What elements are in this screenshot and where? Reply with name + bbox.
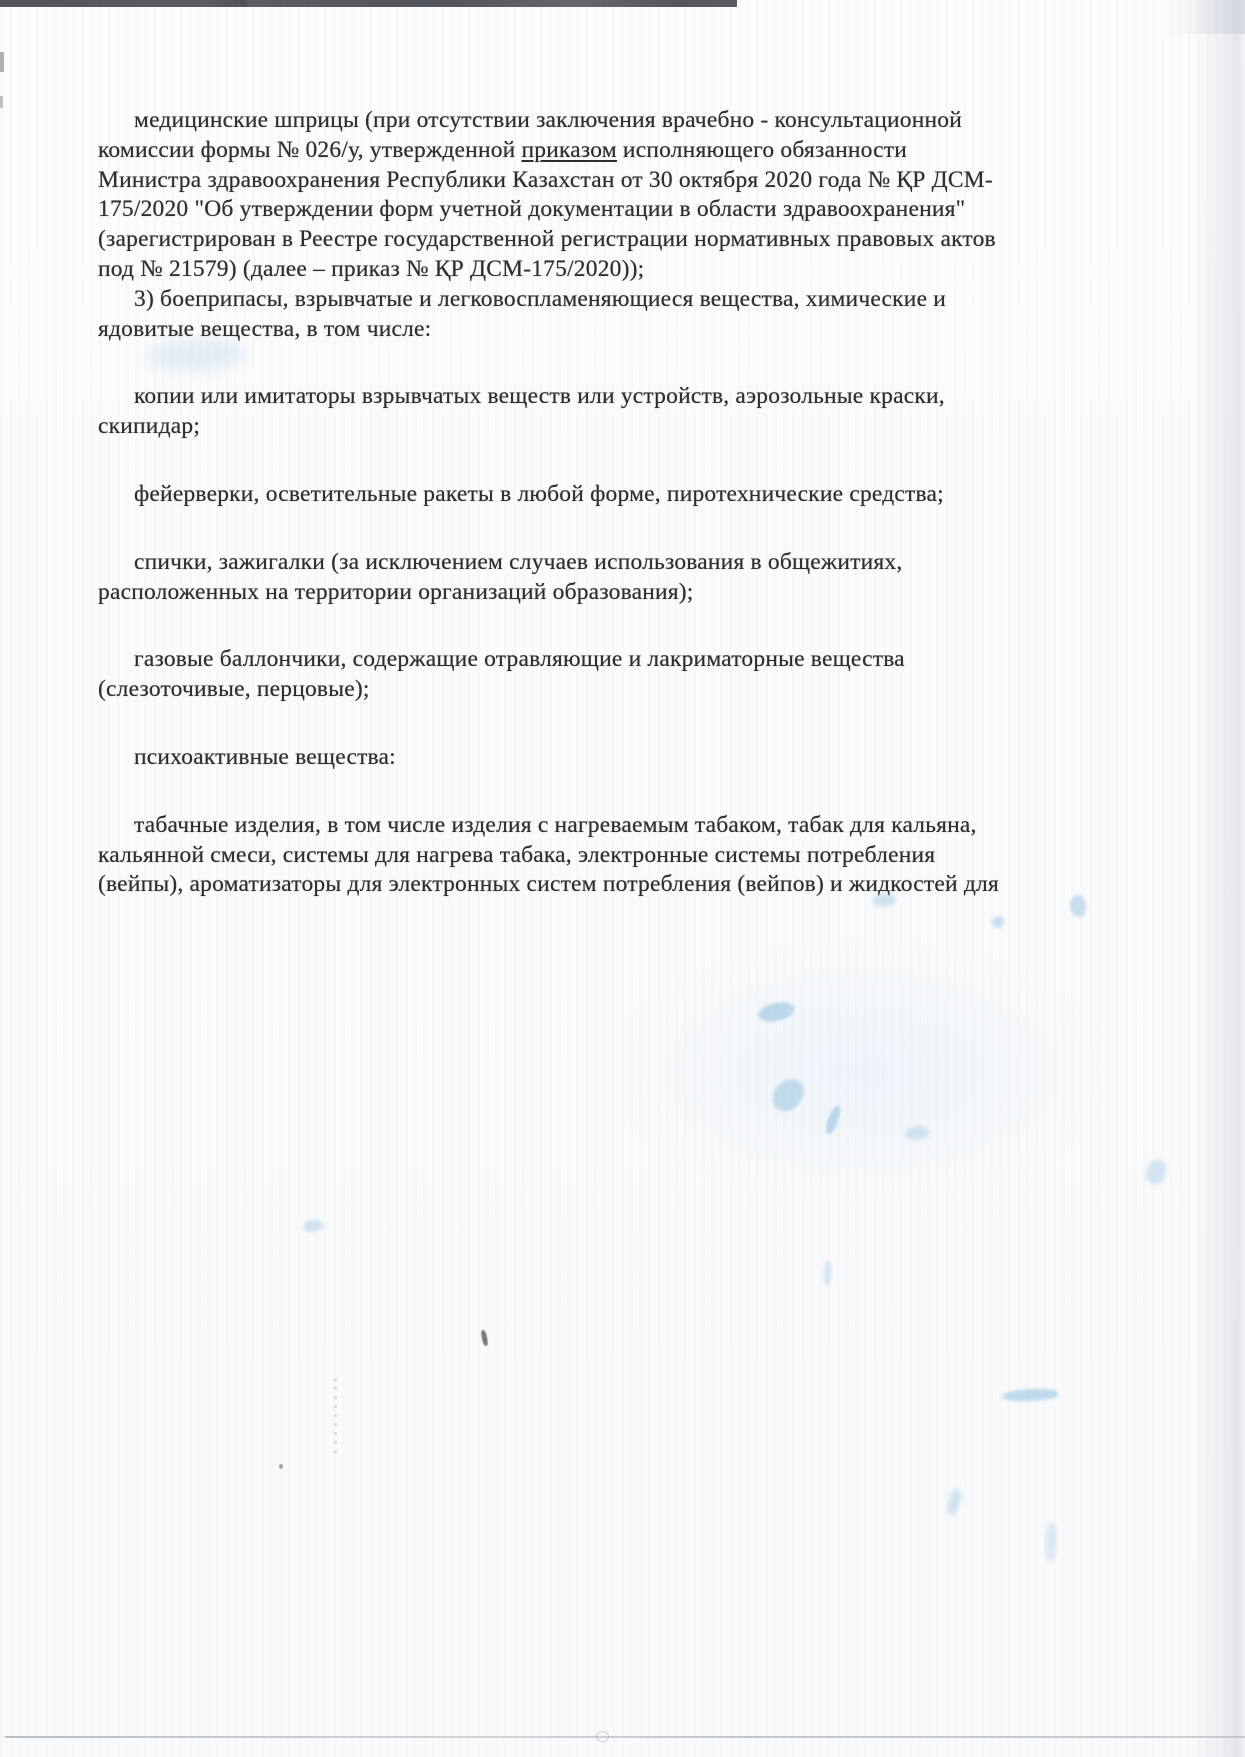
text-line: Министра здравоохранения Республики Казахстан от 30 октября 2020 года № ҚР ДСМ-	[98, 166, 993, 193]
scan-smudge	[1002, 1387, 1059, 1403]
text-line: медицинские шприцы (при отсутствии заключения врачебно - консультационной	[134, 107, 963, 133]
text-line: 175/2020 "Об утверждении форм учетной документации в области здравоохранения"	[98, 196, 966, 223]
text-segment: комиссии формы № 026/у, утвержденной	[98, 136, 522, 163]
paragraph-tobacco-products	[98, 811, 1103, 900]
scan-dotted-trace	[334, 1378, 337, 1454]
scan-smudge	[768, 1074, 808, 1117]
paragraph-psychoactive	[98, 743, 1103, 773]
text-line: под № 21579) (далее – приказ № ҚР ДСМ-175/2020));	[98, 255, 645, 282]
text-line	[98, 136, 1103, 166]
paragraph-gas-canisters	[98, 645, 1103, 705]
scan-smudge	[1146, 1160, 1166, 1184]
scan-smudge	[757, 1001, 795, 1024]
paragraph-ammunition-explosives	[98, 285, 1103, 345]
document-text-block	[98, 106, 1103, 938]
scan-line-knot-artifact	[596, 1731, 609, 1742]
text-line: (вейпы), ароматизаторы для электронных систем потребления (вейпов) и жидкостей для	[98, 871, 999, 898]
text-line: (слезоточивые, перцовые);	[98, 676, 370, 703]
scan-edge-artifact-top	[0, 0, 737, 7]
scan-bottom-line-artifact	[5, 1736, 1245, 1738]
text-line: (зарегистрирован в Реестре государственной регистрации нормативных правовых актов	[98, 226, 996, 253]
scan-smudge	[946, 1487, 963, 1517]
paragraph-matches-lighters	[98, 548, 1103, 608]
paragraph-medical-syringes	[98, 106, 1103, 285]
paragraph-explosive-imitations	[98, 382, 1103, 442]
paragraph-fireworks	[98, 480, 1103, 510]
scan-smudge	[905, 1126, 929, 1140]
underlined-word-prikazom: приказом	[521, 136, 617, 163]
scan-smudge	[824, 1260, 831, 1286]
scan-smudge	[303, 1220, 323, 1232]
scan-edge-nick	[0, 96, 3, 108]
text-line: фейерверки, осветительные ракеты в любой форме, пиротехнические средства;	[134, 480, 944, 507]
scan-edge-nick	[0, 52, 4, 72]
text-line: ядовитые вещества, в том числе:	[98, 315, 432, 342]
text-line: спички, зажигалки (за исключением случаев использования в общежитиях,	[134, 548, 903, 575]
text-segment: исполняющего обязанности	[616, 136, 908, 163]
text-line: копии или имитаторы взрывчатых веществ или устройств, аэрозольные краски,	[134, 383, 945, 410]
scan-ink-fleck	[480, 1330, 488, 1347]
text-line: расположенных на территории организаций образования);	[98, 578, 694, 605]
scan-ink-fleck	[279, 1464, 283, 1469]
scan-haze-artifact	[600, 930, 1120, 1210]
text-line: психоактивные вещества:	[134, 743, 396, 770]
scan-edge-artifact-right	[1193, 0, 1245, 1757]
text-line: табачные изделия, в том числе изделия с нагреваемым табаком, табак для кальяна,	[134, 811, 977, 838]
text-line: газовые баллончики, содержащие отравляющие и лакриматорные вещества	[134, 646, 905, 673]
scan-smudge	[824, 1104, 843, 1136]
text-line: кальянной смеси, системы для нагрева табака, электронные системы потребления	[98, 841, 936, 868]
text-line: 3) боеприпасы, взрывчатые и легковоспламеняющиеся вещества, химические и	[134, 285, 947, 312]
scan-smudge	[1046, 1522, 1056, 1562]
scan-corner-shadow	[1165, 0, 1245, 34]
text-line: скипидар;	[98, 413, 201, 440]
